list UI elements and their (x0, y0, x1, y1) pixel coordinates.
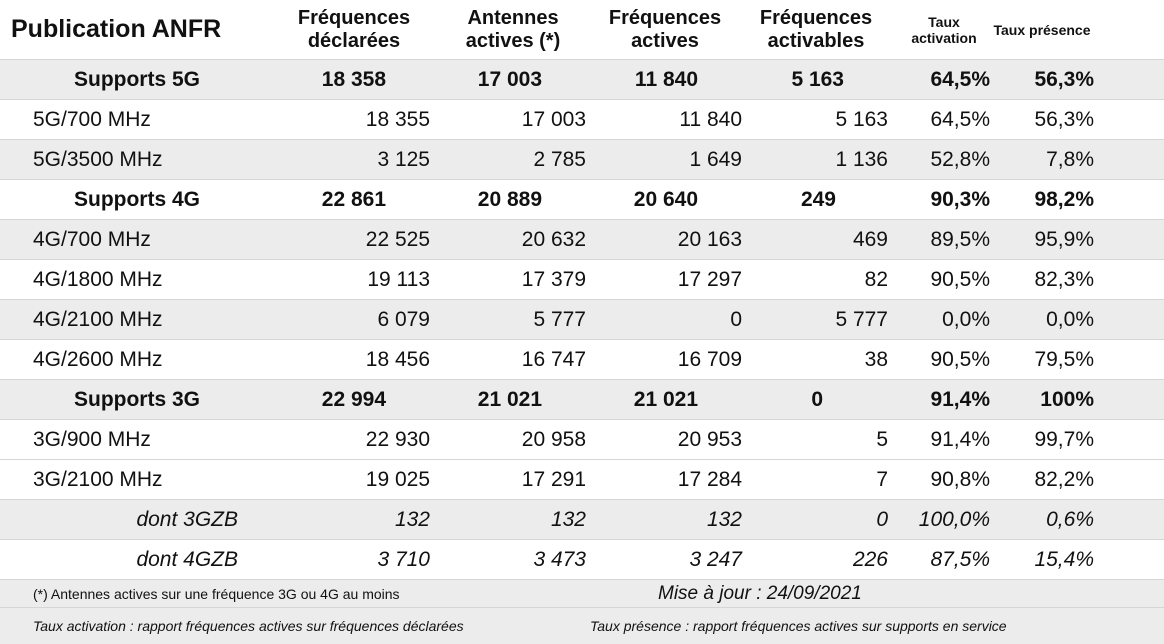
cell-actives: 17 297 (677, 267, 742, 291)
table-row (0, 420, 1164, 460)
cell-antennes: 17 379 (521, 267, 586, 291)
cell-actives: 132 (706, 507, 742, 531)
row-label: 5G/700 MHz (33, 107, 151, 131)
cell-taux-activation: 52,8% (930, 147, 990, 171)
table-row-dont (0, 540, 1164, 580)
cell-actives: 20 640 (633, 187, 698, 211)
cell-actives: 0 (730, 307, 742, 331)
cell-taux-activation: 0,0% (942, 307, 990, 331)
cell-taux-presence: 79,5% (1034, 347, 1094, 371)
row-label: 4G/700 MHz (33, 227, 151, 251)
cell-taux-presence: 56,3% (1034, 67, 1094, 91)
cell-declarees: 22 994 (321, 387, 386, 411)
cell-antennes: 5 777 (533, 307, 586, 331)
cell-activables: 82 (864, 267, 888, 291)
table-row (0, 460, 1164, 500)
header-frequences-activables: Fréquences activables (759, 6, 873, 52)
cell-declarees: 19 113 (367, 267, 430, 291)
update-date: Mise à jour : 24/09/2021 (658, 583, 862, 604)
cell-taux-presence: 82,3% (1034, 267, 1094, 291)
cell-activables: 5 163 (791, 67, 844, 91)
cell-declarees: 19 025 (365, 467, 430, 491)
table-row (0, 260, 1164, 300)
header-taux-presence: Taux présence (993, 21, 1091, 38)
cell-activables: 249 (800, 187, 836, 211)
row-label: 5G/3500 MHz (33, 147, 163, 171)
row-label: Supports 4G (73, 187, 200, 211)
cell-actives: 20 163 (677, 227, 742, 251)
cell-taux-activation: 100,0% (918, 507, 990, 531)
cell-activables: 7 (876, 467, 888, 491)
cell-declarees: 132 (394, 507, 430, 531)
cell-taux-presence: 7,8% (1046, 147, 1094, 171)
cell-taux-presence: 98,2% (1034, 187, 1094, 211)
cell-activables: 5 777 (835, 307, 888, 331)
cell-taux-activation: 90,5% (930, 267, 990, 291)
definition-taux-activation: Taux activation : rapport fréquences actives sur fréquences déclarées (33, 618, 464, 634)
cell-taux-activation: 89,5% (930, 227, 990, 251)
cell-actives: 17 284 (677, 467, 742, 491)
cell-activables: 469 (852, 227, 888, 251)
definition-taux-presence: Taux présence : rapport fréquences actives sur supports en service (590, 618, 1007, 634)
cell-taux-activation: 90,3% (930, 187, 990, 211)
cell-actives: 1 649 (689, 147, 742, 171)
cell-antennes: 20 889 (477, 187, 542, 211)
cell-declarees: 22 525 (365, 227, 430, 251)
cell-taux-presence: 82,2% (1034, 467, 1094, 491)
cell-antennes: 20 958 (521, 427, 586, 451)
table-title: Publication ANFR (11, 15, 222, 43)
row-label: 4G/2100 MHz (33, 307, 163, 331)
cell-antennes: 21 021 (477, 387, 542, 411)
cell-actives: 21 021 (633, 387, 698, 411)
cell-activables: 0 (876, 507, 888, 531)
cell-antennes: 3 473 (533, 547, 586, 571)
cell-taux-presence: 0,0% (1046, 307, 1094, 331)
header-frequences-actives: Fréquences actives (608, 6, 722, 52)
cell-taux-presence: 56,3% (1034, 107, 1094, 131)
footnote-antennes: (*) Antennes actives sur une fréquence 3G ou 4G au moins (33, 586, 400, 602)
cell-taux-activation: 64,5% (930, 107, 990, 131)
cell-declarees: 22 930 (365, 427, 430, 451)
cell-taux-presence: 95,9% (1034, 227, 1094, 251)
cell-declarees: 22 861 (321, 187, 386, 211)
row-label: 3G/900 MHz (33, 427, 151, 451)
cell-actives: 16 709 (677, 347, 742, 371)
cell-antennes: 17 003 (477, 67, 542, 91)
header-antennes-actives: Antennes actives (*) (465, 6, 561, 52)
cell-activables: 0 (811, 387, 823, 411)
footer-note-row (0, 580, 1164, 608)
row-label: Supports 3G (73, 387, 200, 411)
cell-antennes: 20 632 (521, 227, 586, 251)
cell-actives: 11 840 (679, 107, 742, 131)
cell-antennes: 132 (550, 507, 586, 531)
cell-antennes: 16 747 (521, 347, 586, 371)
table-row (0, 340, 1164, 380)
cell-antennes: 2 785 (533, 147, 586, 171)
section-row-4g (0, 180, 1164, 220)
table-row-dont (0, 500, 1164, 540)
row-label: 4G/1800 MHz (33, 267, 163, 291)
cell-taux-activation: 91,4% (930, 427, 990, 451)
cell-activables: 226 (852, 547, 888, 571)
cell-actives: 3 247 (689, 547, 742, 571)
cell-actives: 11 840 (634, 67, 698, 91)
cell-antennes: 17 291 (521, 467, 586, 491)
cell-activables: 5 163 (835, 107, 888, 131)
cell-activables: 1 136 (835, 147, 888, 171)
cell-taux-activation: 64,5% (930, 67, 990, 91)
table-header (0, 0, 1164, 60)
table-row (0, 220, 1164, 260)
cell-declarees: 6 079 (377, 307, 430, 331)
cell-taux-activation: 91,4% (930, 387, 990, 411)
table-row (0, 100, 1164, 140)
cell-declarees: 3 125 (377, 147, 430, 171)
row-label: dont 4GZB (136, 547, 238, 571)
header-taux-activation: Taux activation (911, 13, 977, 46)
row-label: Supports 5G (73, 67, 200, 91)
cell-taux-activation: 90,8% (930, 467, 990, 491)
row-label: dont 3GZB (136, 507, 238, 531)
cell-taux-presence: 100% (1040, 387, 1094, 411)
row-label: 3G/2100 MHz (33, 467, 163, 491)
cell-declarees: 18 355 (365, 107, 430, 131)
cell-activables: 5 (876, 427, 888, 451)
header-frequences-declarees: Fréquences déclarées (297, 6, 411, 52)
cell-declarees: 18 358 (321, 67, 386, 91)
row-label: 4G/2600 MHz (33, 347, 163, 371)
cell-declarees: 3 710 (377, 547, 430, 571)
cell-activables: 38 (864, 347, 888, 371)
cell-declarees: 18 456 (365, 347, 430, 371)
table-row (0, 300, 1164, 340)
table-row (0, 140, 1164, 180)
cell-taux-presence: 15,4% (1034, 547, 1094, 571)
section-row-5g (0, 60, 1164, 100)
cell-antennes: 17 003 (521, 107, 586, 131)
cell-actives: 20 953 (677, 427, 742, 451)
cell-taux-activation: 87,5% (930, 547, 990, 571)
cell-taux-activation: 90,5% (930, 347, 990, 371)
section-row-3g (0, 380, 1164, 420)
cell-taux-presence: 0,6% (1046, 507, 1094, 531)
cell-taux-presence: 99,7% (1034, 427, 1094, 451)
footer-definitions-row (0, 608, 1164, 644)
